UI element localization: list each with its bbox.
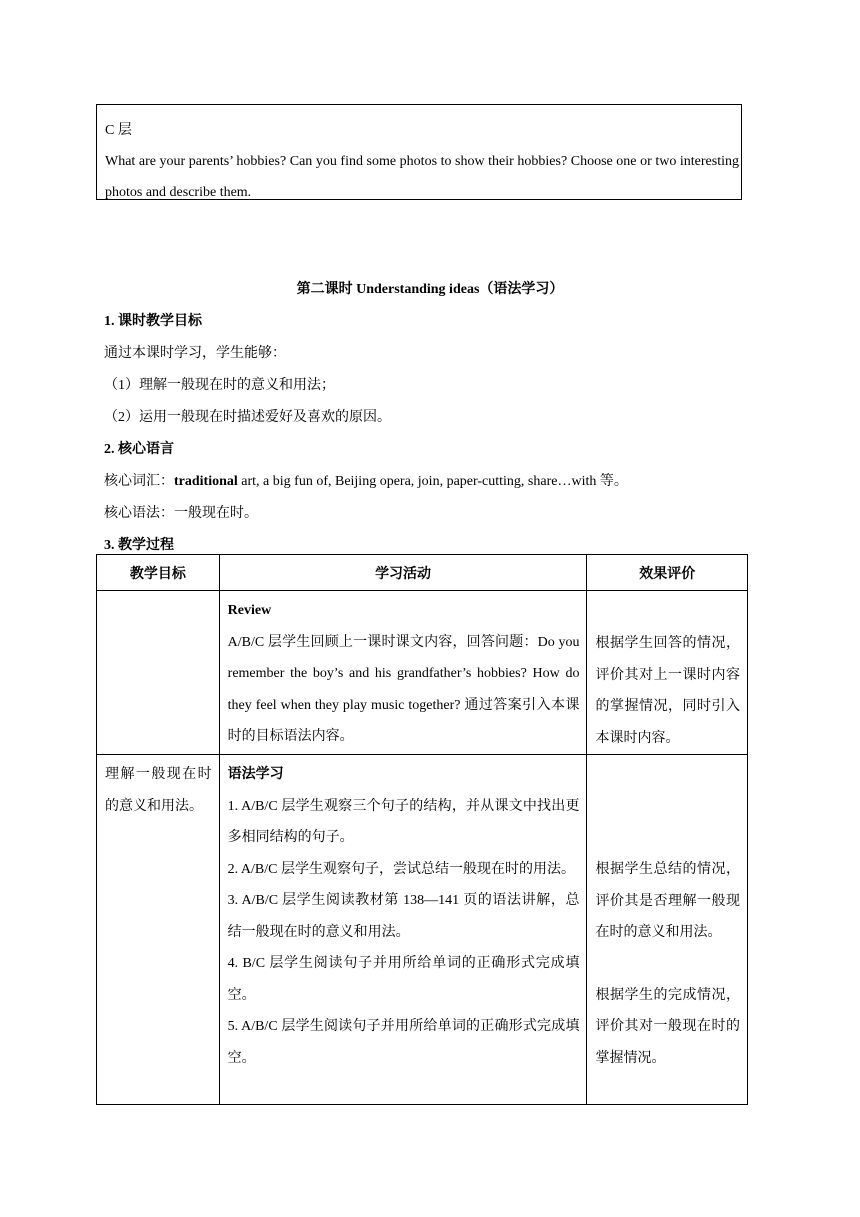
row2-activity-item: 5. A/B/C 层学生阅读句子并用所给单词的正确形式完成填空。 [227, 1019, 580, 1066]
row2-goal-text: 理解一般现在时的意义和用法。 [105, 767, 212, 814]
row1-activity-title: Review [227, 603, 272, 618]
row2-activity [219, 755, 587, 1105]
row1-goal [97, 591, 220, 755]
c-level-question: What are your parents’ hobbies? Can you find some photos to show their hobbies? Choose one or two interesting photos and describe them. [105, 154, 739, 200]
header-activity: 学习活动 [219, 555, 587, 591]
lesson-title: 第二课时 Understanding ideas（语法学习） [296, 282, 564, 297]
row2-activity-item: 3. A/B/C 层学生阅读教材第 138—141 页的语法讲解，总结一般现在时的意义和用法。 [227, 893, 580, 940]
objective-item-1: （1）理解一般现在时的意义和用法； [104, 378, 335, 393]
row2-goal [97, 755, 220, 1105]
row1-activity-text: A/B/C 层学生回顾上一课时课文内容，回答问题：Do you remember the boy’s and his grandfather’s hobbies? How do they feel when they play music together? 通过答案引入本课时的目标语法内容。 [227, 634, 580, 744]
section-heading-objectives: 1. 课时教学目标 [104, 314, 202, 329]
row2-evaluation [587, 755, 748, 1105]
row1-evaluation [587, 591, 748, 755]
section-heading-core-language: 2. 核心语言 [104, 442, 174, 457]
c-level-label: C 层 [105, 123, 132, 138]
table-row-grammar [97, 755, 748, 1105]
row2-evaluation-2: 根据学生的完成情况，评价其对一般现在时的掌握情况。 [595, 987, 740, 1066]
row2-evaluation-1: 根据学生总结的情况，评价其是否理解一般现在时的意义和用法。 [595, 862, 740, 940]
section-heading-process: 3. 教学过程 [104, 538, 174, 553]
objectives-intro: 通过本课时学习，学生能够： [104, 346, 286, 361]
core-vocabulary-list: art, a big fun of, Beijing opera, join, paper-cutting, share…with 等。 [237, 474, 628, 489]
row2-activity-item: 2. A/B/C 层学生观察句子，尝试总结一般现在时的用法。 [227, 861, 575, 877]
core-vocabulary [104, 470, 628, 490]
c-level-task-box [96, 104, 742, 200]
row2-activity-title: 语法学习 [227, 767, 284, 782]
row2-activity-item: 4. B/C 层学生阅读句子并用所给单词的正确形式完成填空。 [227, 956, 580, 1003]
core-grammar: 核心语法：一般现在时。 [104, 506, 258, 521]
core-vocabulary-label: 核心词汇： [104, 474, 174, 489]
objective-item-2: （2）运用一般现在时描述爱好及喜欢的原因。 [104, 410, 391, 425]
table-row-review [97, 591, 748, 755]
teaching-process-table [96, 554, 748, 1105]
header-goal: 教学目标 [97, 555, 220, 591]
header-evaluation: 效果评价 [587, 555, 748, 591]
core-vocabulary-bold-word: traditional [174, 474, 238, 489]
table-header-row [97, 555, 748, 591]
row2-activity-item: 1. A/B/C 层学生观察三个句子的结构，并从课文中找出更多相同结构的句子。 [227, 798, 580, 845]
row1-evaluation-text: 根据学生回答的情况，评价其对上一课时内容的掌握情况，同时引入本课时内容。 [595, 636, 740, 746]
row1-activity [219, 591, 587, 755]
